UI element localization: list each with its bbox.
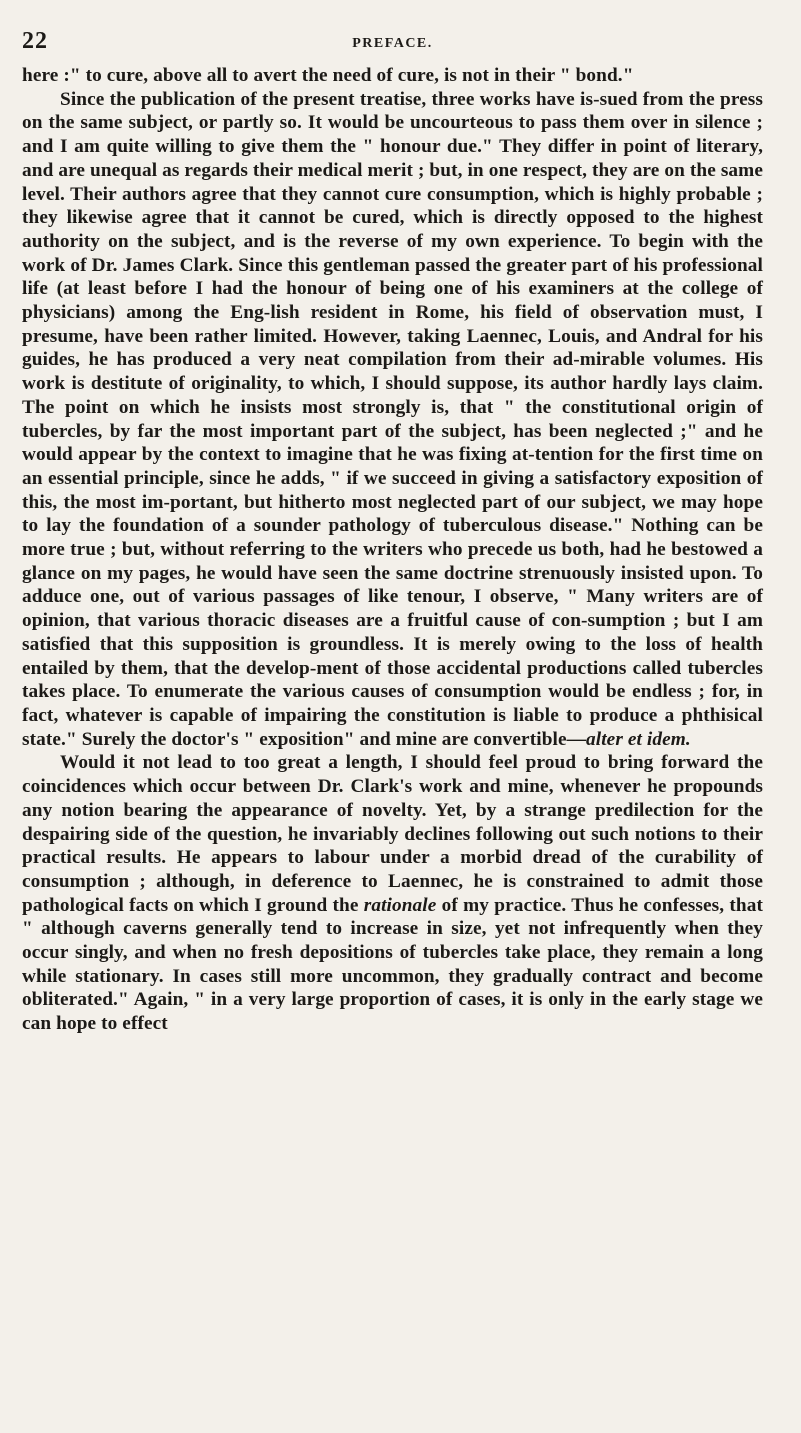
paragraph-text: Since the publication of the present treatise, three works have is-sued from the press on the same subject, or partly so. It would be uncourteous to pass them over in silence ; and I am quite willing to give them the " honour due." They differ in point of literary, and are unequal as regards their medical merit ; but, in one respect, they are on the same level. Their authors agree that they cannot cure consumption, which is highly probable ; they likewise agree that it cannot be cured, which is directly opposed to the highest authority on the subject, and is the reverse of my own experience. To begin with the work of Dr. James Clark. Since this gentleman passed the greater part of his professional life (at least before I had the honour of being one of his examiners at the college of physicians) among the Eng-lish resident in Rome, his field of observation must, I presume, have been rather limited. However, taking Laennec, Louis, and Andral for his guides, he has produced a very neat compilation from their ad-mirable volumes. His work is destitute of originality, to which, I should suppose, its author hardly lays claim. The point on which he insists most strongly is, that " the constitutional origin of tubercles, by far the most important part of the subject, has been neglected ;" and he would appear by the context to imagine that he was fixing at-tention for the first time on an essential principle, since he adds, " if we succeed in giving a satisfactory exposition of this, the most im-portant, but hitherto most neglected part of our subject, we may hope to lay the foundation of a sounder pathology of tuberculous disease." Nothing can be more true ; but, without referring to the writers who precede us both, had he bestowed a glance on my pages, he would have seen the same doctrine strenuously insisted upon. To adduce one, out of various passages of like tenour, I observe, " Many writers are of opinion, that various thoracic diseases are a fruitful cause of con-sumption ; but I am satisfied that this supposition is groundless. It is merely owing to the loss of health entailed by them, that the develop-ment of those accidental productions called tubercles takes place. To enumerate the various causes of consumption would be endless ; for, in fact, whatever is capable of impairing the constitution is liable to produce a phthisical state." Surely the doctor's " exposition" and mine are convertible— xyxy=(22,88,763,750)
running-head xyxy=(22,28,763,64)
paragraph-works-issued xyxy=(22,88,763,752)
paragraph-text: Would it not lead to too great a length, I should feel proud to bring forward the coincidences which occur between Dr. Clark's work and mine, whenever he propounds any notion bearing the appearance of novelty. Yet, by a strange predilection for the despairing side of the question, he invariably declines following out such notions to their practical results. He appears to labour under a morbid dread of the curability of consumption ; although, in deference to Laennec, he is constrained to admit those pathological facts on which I ground the xyxy=(22,752,763,916)
paragraph-coincidences xyxy=(22,751,763,1035)
section-title: PREFACE. xyxy=(352,36,433,51)
body-text xyxy=(22,64,763,1036)
paragraph-text: of my practice. Thus he confesses, that " although caverns generally tend to increase in size, yet not infrequently when they occur singly, and when no fresh depositions of tubercles take place, they remain a long while stationary. In cases still more uncommon, they gradually contract and become obliterated." Again, " in a very large proportion of cases, it is only in the early stage we can hope to effect xyxy=(22,894,763,1035)
italic-word: rationale xyxy=(363,894,437,916)
paragraph-continuation: here :" to cure, above all to avert the need of cure, is not in their " bond." xyxy=(22,65,634,86)
page-number: 22 xyxy=(22,28,48,54)
italic-phrase: alter et idem. xyxy=(586,728,691,750)
